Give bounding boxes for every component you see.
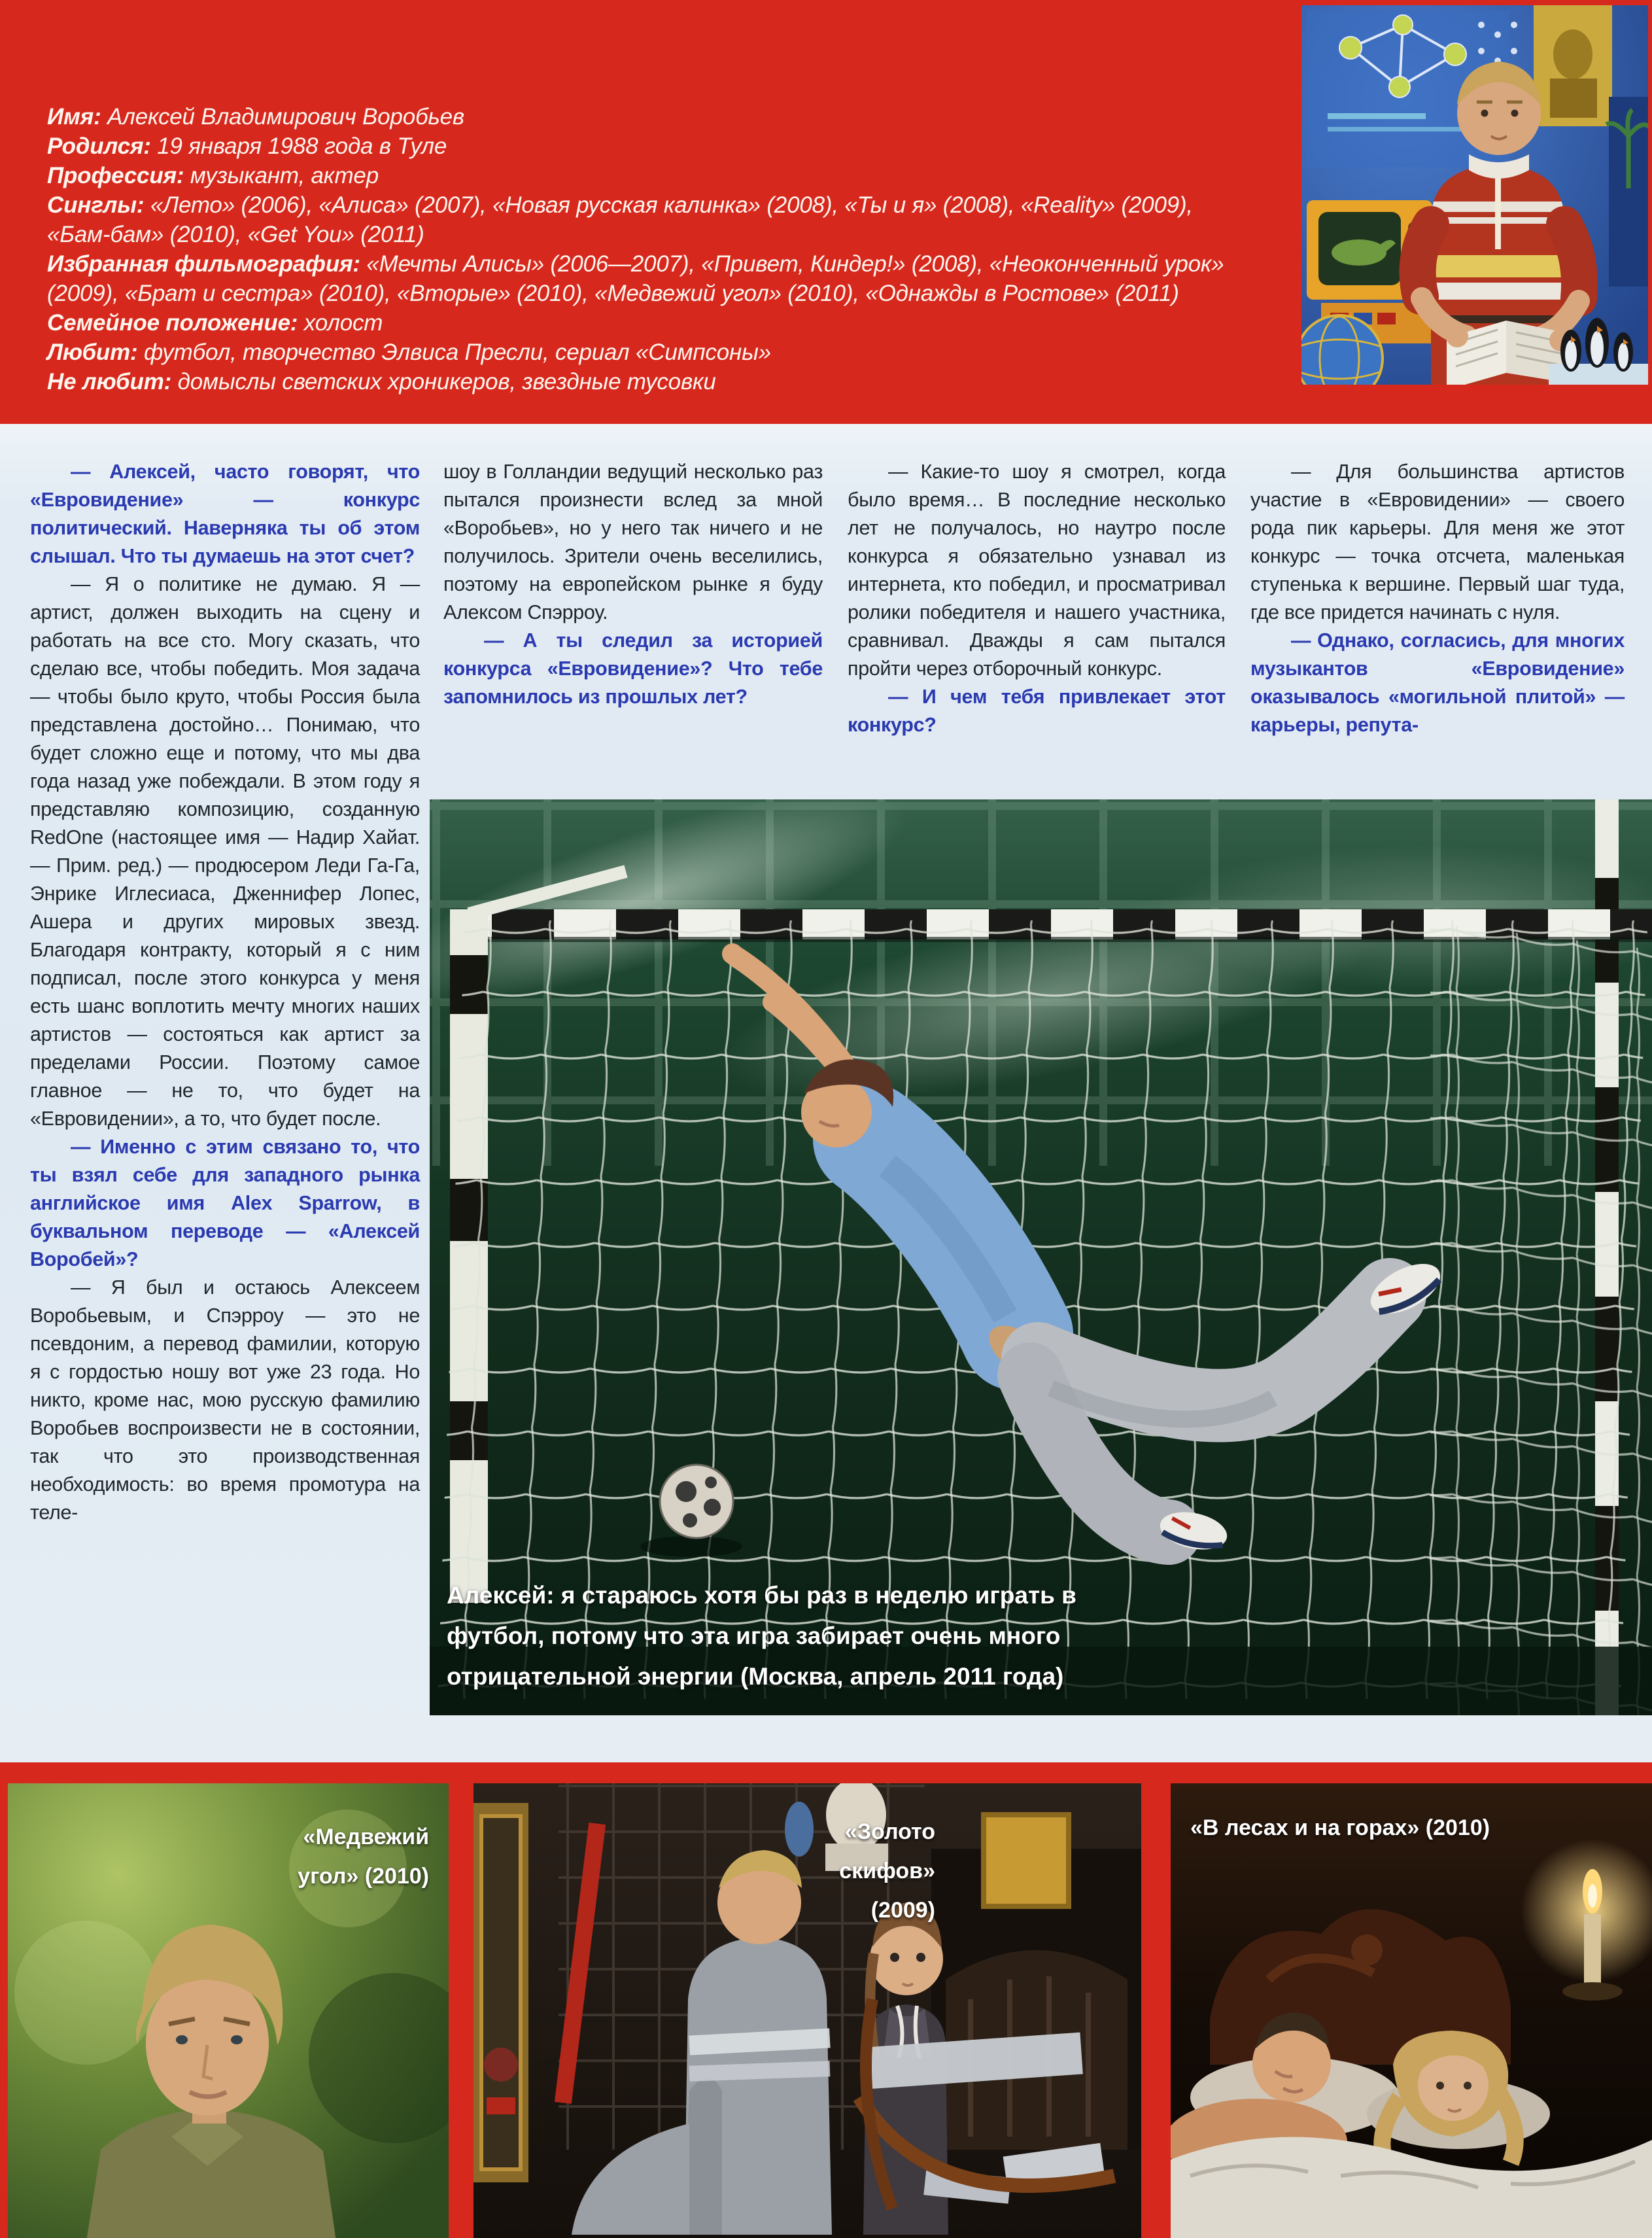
- answer-paragraph: — Для большинства артистов участие в «Евровидении» — своего рода пик карьеры. Для меня же этот конкурс — точка отсчета, маленькая ступенька к вершине. Первый шаг туда, где все придется начинать с нуля.: [1250, 461, 1625, 623]
- bio-value: «Мечты Алисы» (2006—2007), «Привет, Киндер!» (2008), «Неоконченный урок» (2009), «Брат и сестра» (2010), «Вторые» (2010), «Медвежий угол» (2010), «Однажды в Ростове» (2011): [47, 251, 1224, 306]
- bio-value: домыслы светских хроникеров, звездные тусовки: [177, 369, 716, 394]
- goalkeeper-jump-photo: [430, 799, 1652, 1715]
- text-column-3: [848, 458, 1226, 788]
- film2-caption: «Золото скифов» (2009): [839, 1819, 935, 1923]
- childhood-photo-art: [1301, 5, 1648, 385]
- article-body: [0, 424, 1652, 1762]
- answer-paragraph: — Я о политике не думаю. Я — артист, должен выходить на сцену и работать на все сто. Могу сказать, что сделаю все, чтобы победить. Моя задача — чтобы было круто, чтобы Россия была представлена достойно… Понимаю, что будет сложно еще и потому, что мы два года назад уже побеждали. В этом году я представляю композицию, созданную RedOne (настоящее имя — Надир Хайат. — Прим. ред.) — продюсером Леди Га-Га, Энрике Иглесиаса, Дженнифер Лопес, Ашера и других мировых звезд. Благодаря контракту, который я с ним подписал, после этого конкурса у меня есть шанс воплотить мечту многих наших артистов — состояться как артист за пределами России. Поэтому самое главное — не то, что будет на «Евровидении», а то, что будет после.: [30, 573, 420, 1130]
- answer-paragraph: шоу в Голландии ведущий несколько раз пытался произнести вслед за мной «Воробьев», но у него так ничего и не получилось. Зрители очень веселились, поэтому на европейском рынке я буду Алексом Спэрроу.: [443, 461, 823, 623]
- bio-value: холост: [303, 310, 383, 336]
- question-paragraph: — И чем тебя привлекает этот конкурс?: [848, 686, 1226, 736]
- bio-label: Семейное положение:: [47, 310, 298, 336]
- bio-value: Алексей Владимирович Воробьев: [107, 104, 464, 130]
- question-paragraph: — Алексей, часто говорят, что «Евровидение» — конкурс политический. Наверняка ты об этом слышал. Что ты думаешь на этот счет?: [30, 461, 420, 567]
- bio-line-likes: [47, 338, 1254, 367]
- bio-line-singles: [47, 190, 1254, 249]
- film-photo-medvezhiy-ugol: [8, 1783, 449, 2238]
- films-row: [0, 1783, 1652, 2238]
- film1-caption: «Медвежий угол» (2010): [298, 1825, 429, 1889]
- film-photo-zoloto-skifov: [473, 1783, 1141, 2238]
- bio-label: Имя:: [47, 104, 101, 130]
- question-paragraph: — Однако, согласись, для многих музыкантов «Евровидение» оказывалось «могильной плитой» — карьеры, репута-: [1250, 629, 1625, 736]
- question-paragraph: — Именно с этим связано то, что ты взял себе для западного рынка английское имя Alex Sparrow, в буквальном переводе — «Алексей Воробей»?: [30, 1136, 420, 1270]
- bio-label: Родился:: [47, 133, 151, 159]
- film3-art: [1171, 1783, 1652, 2238]
- bio-label: Синглы:: [47, 192, 145, 218]
- text-column-4: [1250, 458, 1625, 788]
- bio-label: Профессия:: [47, 163, 184, 188]
- film3-caption: «В лесах и на горах» (2010): [1190, 1815, 1490, 1840]
- bio-line-marital: [47, 308, 1254, 338]
- bio-label: Любит:: [47, 340, 138, 365]
- film-photo-v-lesah-i-na-gorah: [1171, 1783, 1652, 2238]
- bio-value: музыкант, актер: [190, 163, 379, 188]
- text-column-2: [443, 458, 823, 788]
- bio-line-dislikes: [47, 367, 1254, 396]
- bio-line-filmography: [47, 249, 1254, 308]
- bio-block: [47, 102, 1254, 396]
- bio-label: Не любит:: [47, 369, 172, 394]
- bio-value: футбол, творчество Элвиса Пресли, сериал «Симпсоны»: [144, 340, 771, 365]
- answer-paragraph: — Какие-то шоу я смотрел, когда было время… В последние несколько лет не получалось, но наутро после конкурса я обязательно узнавал из интернета, кто победил, и просматривал ролики победителя и нашего участника, сравнивал. Дважды я сам пытался пройти через отборочный конкурс.: [848, 461, 1226, 680]
- bio-line-profession: [47, 161, 1254, 190]
- bio-line-born: [47, 131, 1254, 161]
- text-column-1: [30, 458, 420, 1721]
- bio-value: «Лето» (2006), «Алиса» (2007), «Новая русская калинка» (2008), «Ты и я» (2008), «Reality» (2009), «Бам-бам» (2010), «Get You» (2011): [47, 192, 1193, 247]
- bio-line-name: [47, 102, 1254, 131]
- main-photo-caption: Алексей: я стараюсь хотя бы раз в неделю играть в футбол, потому что эта игра забирает очень много отрицательной энергии (Москва, апрель 2011 года): [447, 1582, 1076, 1690]
- childhood-photo: [1301, 5, 1648, 385]
- bio-value: 19 января 1988 года в Туле: [157, 133, 447, 159]
- bio-label: Избранная фильмография:: [47, 251, 360, 277]
- question-paragraph: — А ты следил за историей конкурса «Евровидение»? Что тебе запомнилось из прошлых лет?: [443, 629, 823, 708]
- answer-paragraph: — Я был и остаюсь Алексеем Воробьевым, и Спэрроу — это не псевдоним, а перевод фамилии, которую я с гордостью ношу вот уже 23 года. Но никто, кроме нас, мою русскую фамилию Воробьев воспроизвести не в состоянии, так что это производственная необходимость: во время промотура на теле-: [30, 1276, 420, 1524]
